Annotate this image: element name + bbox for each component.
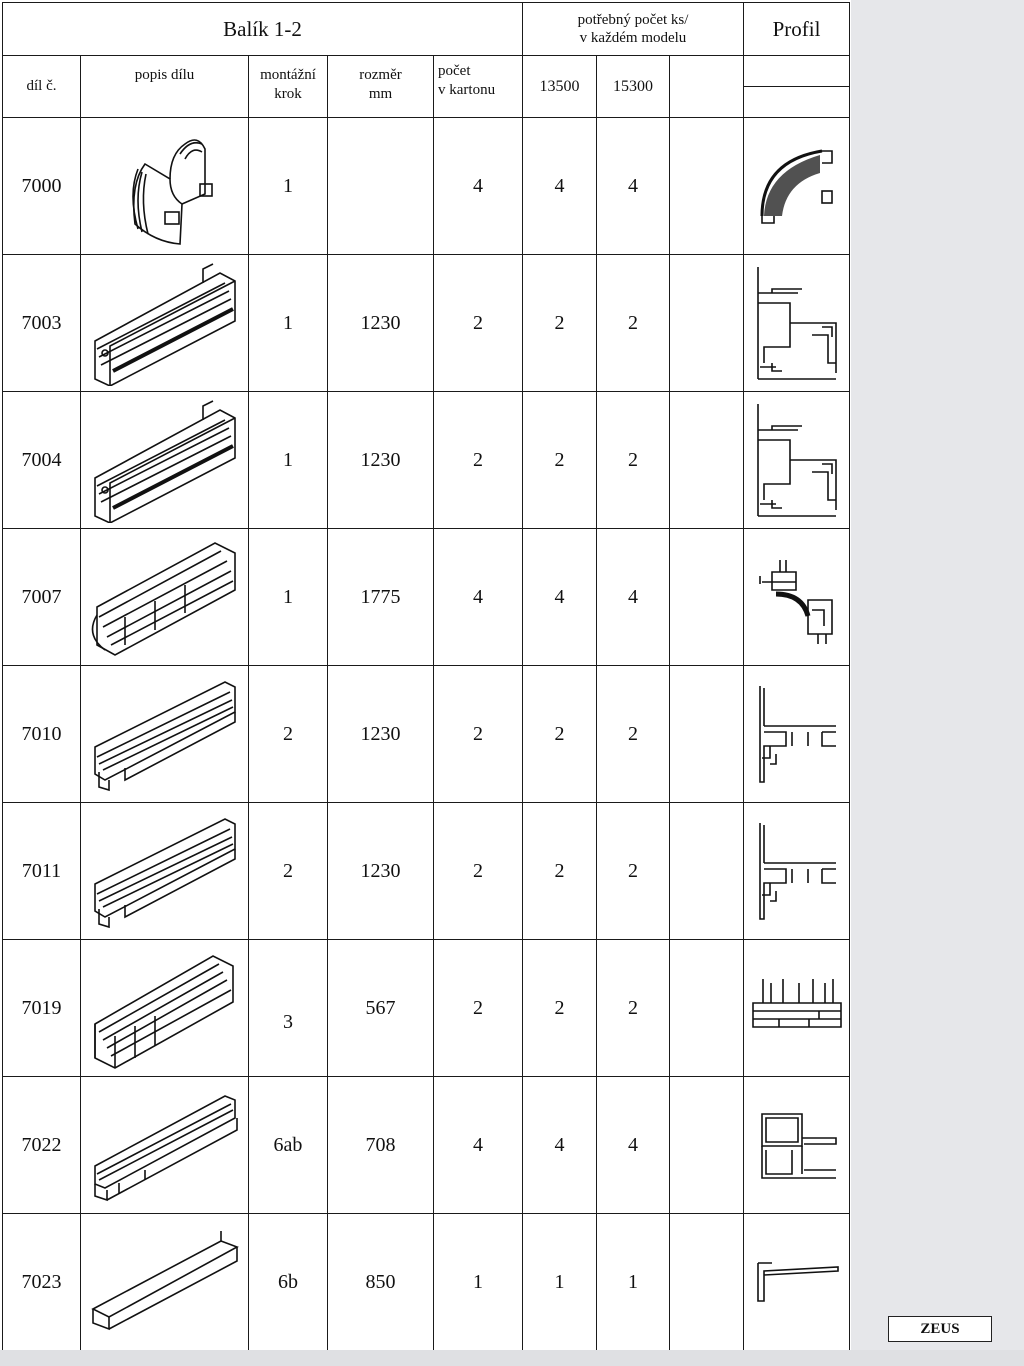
carton-count: 2 xyxy=(434,392,523,529)
qty-empty xyxy=(670,255,744,392)
qty-model-15300: 4 xyxy=(597,1077,670,1214)
size-mm xyxy=(328,118,434,255)
table-row xyxy=(3,255,850,392)
table-row xyxy=(3,666,850,803)
extrusion-icon xyxy=(81,255,249,392)
qty-model-13500: 4 xyxy=(523,529,597,666)
qty-empty xyxy=(670,666,744,803)
qty-empty xyxy=(670,529,744,666)
t-extrusion-icon xyxy=(81,666,249,803)
carton-count: 2 xyxy=(434,940,523,1077)
size-mm: 708 xyxy=(328,1077,434,1214)
parts-table xyxy=(2,2,850,1351)
qty-model-15300: 2 xyxy=(597,940,670,1077)
part-number: 7010 xyxy=(3,666,81,803)
part-number: 7022 xyxy=(3,1077,81,1214)
corner-profile-icon xyxy=(744,118,850,255)
group-header-line-2: v každém modelu xyxy=(579,30,687,46)
col-size-line-1: rozměr xyxy=(359,67,402,83)
carton-count: 1 xyxy=(434,1214,523,1351)
table-row xyxy=(3,940,850,1077)
qty-model-13500: 2 xyxy=(523,255,597,392)
col-size xyxy=(328,56,434,118)
qty-empty xyxy=(670,1214,744,1351)
table-row xyxy=(3,118,850,255)
part-number: 7007 xyxy=(3,529,81,666)
assembly-step: 6ab xyxy=(249,1077,328,1214)
assembly-step: 1 xyxy=(249,392,328,529)
table-row xyxy=(3,529,850,666)
table-row xyxy=(3,1077,850,1214)
qty-empty xyxy=(670,940,744,1077)
size-mm: 1230 xyxy=(328,803,434,940)
col-step-line-1: montážní xyxy=(260,67,316,83)
t-extrusion-icon xyxy=(81,803,249,940)
qty-model-13500: 4 xyxy=(523,1077,597,1214)
flat-profile-icon xyxy=(744,1214,850,1351)
flat-strip-icon xyxy=(81,1214,249,1351)
qty-model-15300: 1 xyxy=(597,1214,670,1351)
col-model-empty xyxy=(670,56,744,118)
frame-profile-icon xyxy=(744,255,850,392)
col-model-13500: 13500 xyxy=(523,56,597,118)
carton-count: 4 xyxy=(434,529,523,666)
assembly-step: 1 xyxy=(249,255,328,392)
part-number: 7003 xyxy=(3,255,81,392)
carton-count: 4 xyxy=(434,1077,523,1214)
size-mm: 1230 xyxy=(328,392,434,529)
table-row xyxy=(3,803,850,940)
table-row xyxy=(3,392,850,529)
frame-profile-icon xyxy=(744,392,850,529)
models-group-header xyxy=(523,3,744,56)
carton-count: 2 xyxy=(434,803,523,940)
size-mm: 1775 xyxy=(328,529,434,666)
col-count-line-2: v kartonu xyxy=(438,82,496,98)
header-row-1 xyxy=(3,3,850,56)
carton-count: 2 xyxy=(434,255,523,392)
qty-model-13500: 4 xyxy=(523,118,597,255)
col-assembly-step xyxy=(249,56,328,118)
box-profile-icon xyxy=(744,1077,850,1214)
page-bottom-strip xyxy=(0,1350,1024,1366)
qty-model-15300: 2 xyxy=(597,255,670,392)
group-header-line-1: potřebný počet ks/ xyxy=(577,12,689,28)
size-mm: 1230 xyxy=(328,666,434,803)
qty-model-15300: 2 xyxy=(597,803,670,940)
profil-header: Profil xyxy=(744,3,850,56)
part-number: 7011 xyxy=(3,803,81,940)
col-model-15300: 15300 xyxy=(597,56,670,118)
profil-subheader-bottom xyxy=(744,87,850,118)
qty-empty xyxy=(670,118,744,255)
assembly-step: 2 xyxy=(249,666,328,803)
col-description: popis dílu xyxy=(81,56,249,118)
carton-count: 4 xyxy=(434,118,523,255)
part-number: 7023 xyxy=(3,1214,81,1351)
assembly-step: 3 xyxy=(249,940,328,1077)
channel-profile-icon xyxy=(744,940,850,1077)
table-row xyxy=(3,1214,850,1351)
size-mm: 567 xyxy=(328,940,434,1077)
qty-model-13500: 2 xyxy=(523,666,597,803)
qty-empty xyxy=(670,1077,744,1214)
col-part-no: díl č. xyxy=(3,56,81,118)
size-mm: 850 xyxy=(328,1214,434,1351)
profil-subheader-top xyxy=(744,56,850,87)
qty-empty xyxy=(670,803,744,940)
qty-model-15300: 2 xyxy=(597,666,670,803)
assembly-step: 6b xyxy=(249,1214,328,1351)
carton-count: 2 xyxy=(434,666,523,803)
extrusion-icon xyxy=(81,392,249,529)
qty-model-13500: 1 xyxy=(523,1214,597,1351)
part-number: 7004 xyxy=(3,392,81,529)
col-size-line-2: mm xyxy=(368,86,393,102)
assembly-step: 1 xyxy=(249,118,328,255)
t-profile-icon xyxy=(744,666,850,803)
brand-stamp: ZEUS xyxy=(888,1316,992,1342)
size-mm: 1230 xyxy=(328,255,434,392)
col-carton-count xyxy=(434,56,523,118)
assembly-step: 1 xyxy=(249,529,328,666)
curved-profile-icon xyxy=(744,529,850,666)
qty-model-15300: 4 xyxy=(597,529,670,666)
curved-extrusion-icon xyxy=(81,529,249,666)
col-count-line-1: počet xyxy=(438,63,471,79)
t-profile-icon xyxy=(744,803,850,940)
box-extrusion-icon xyxy=(81,1077,249,1214)
part-number: 7000 xyxy=(3,118,81,255)
qty-model-15300: 4 xyxy=(597,118,670,255)
header-row-2a xyxy=(3,56,850,87)
qty-empty xyxy=(670,392,744,529)
col-step-line-2: krok xyxy=(274,86,302,102)
assembly-step: 2 xyxy=(249,803,328,940)
qty-model-15300: 2 xyxy=(597,392,670,529)
qty-model-13500: 2 xyxy=(523,803,597,940)
qty-model-13500: 2 xyxy=(523,940,597,1077)
table-title: Balík 1-2 xyxy=(3,3,523,56)
corner-joint-icon xyxy=(81,118,249,255)
multi-channel-extrusion-icon xyxy=(81,940,249,1077)
qty-model-13500: 2 xyxy=(523,392,597,529)
part-number: 7019 xyxy=(3,940,81,1077)
